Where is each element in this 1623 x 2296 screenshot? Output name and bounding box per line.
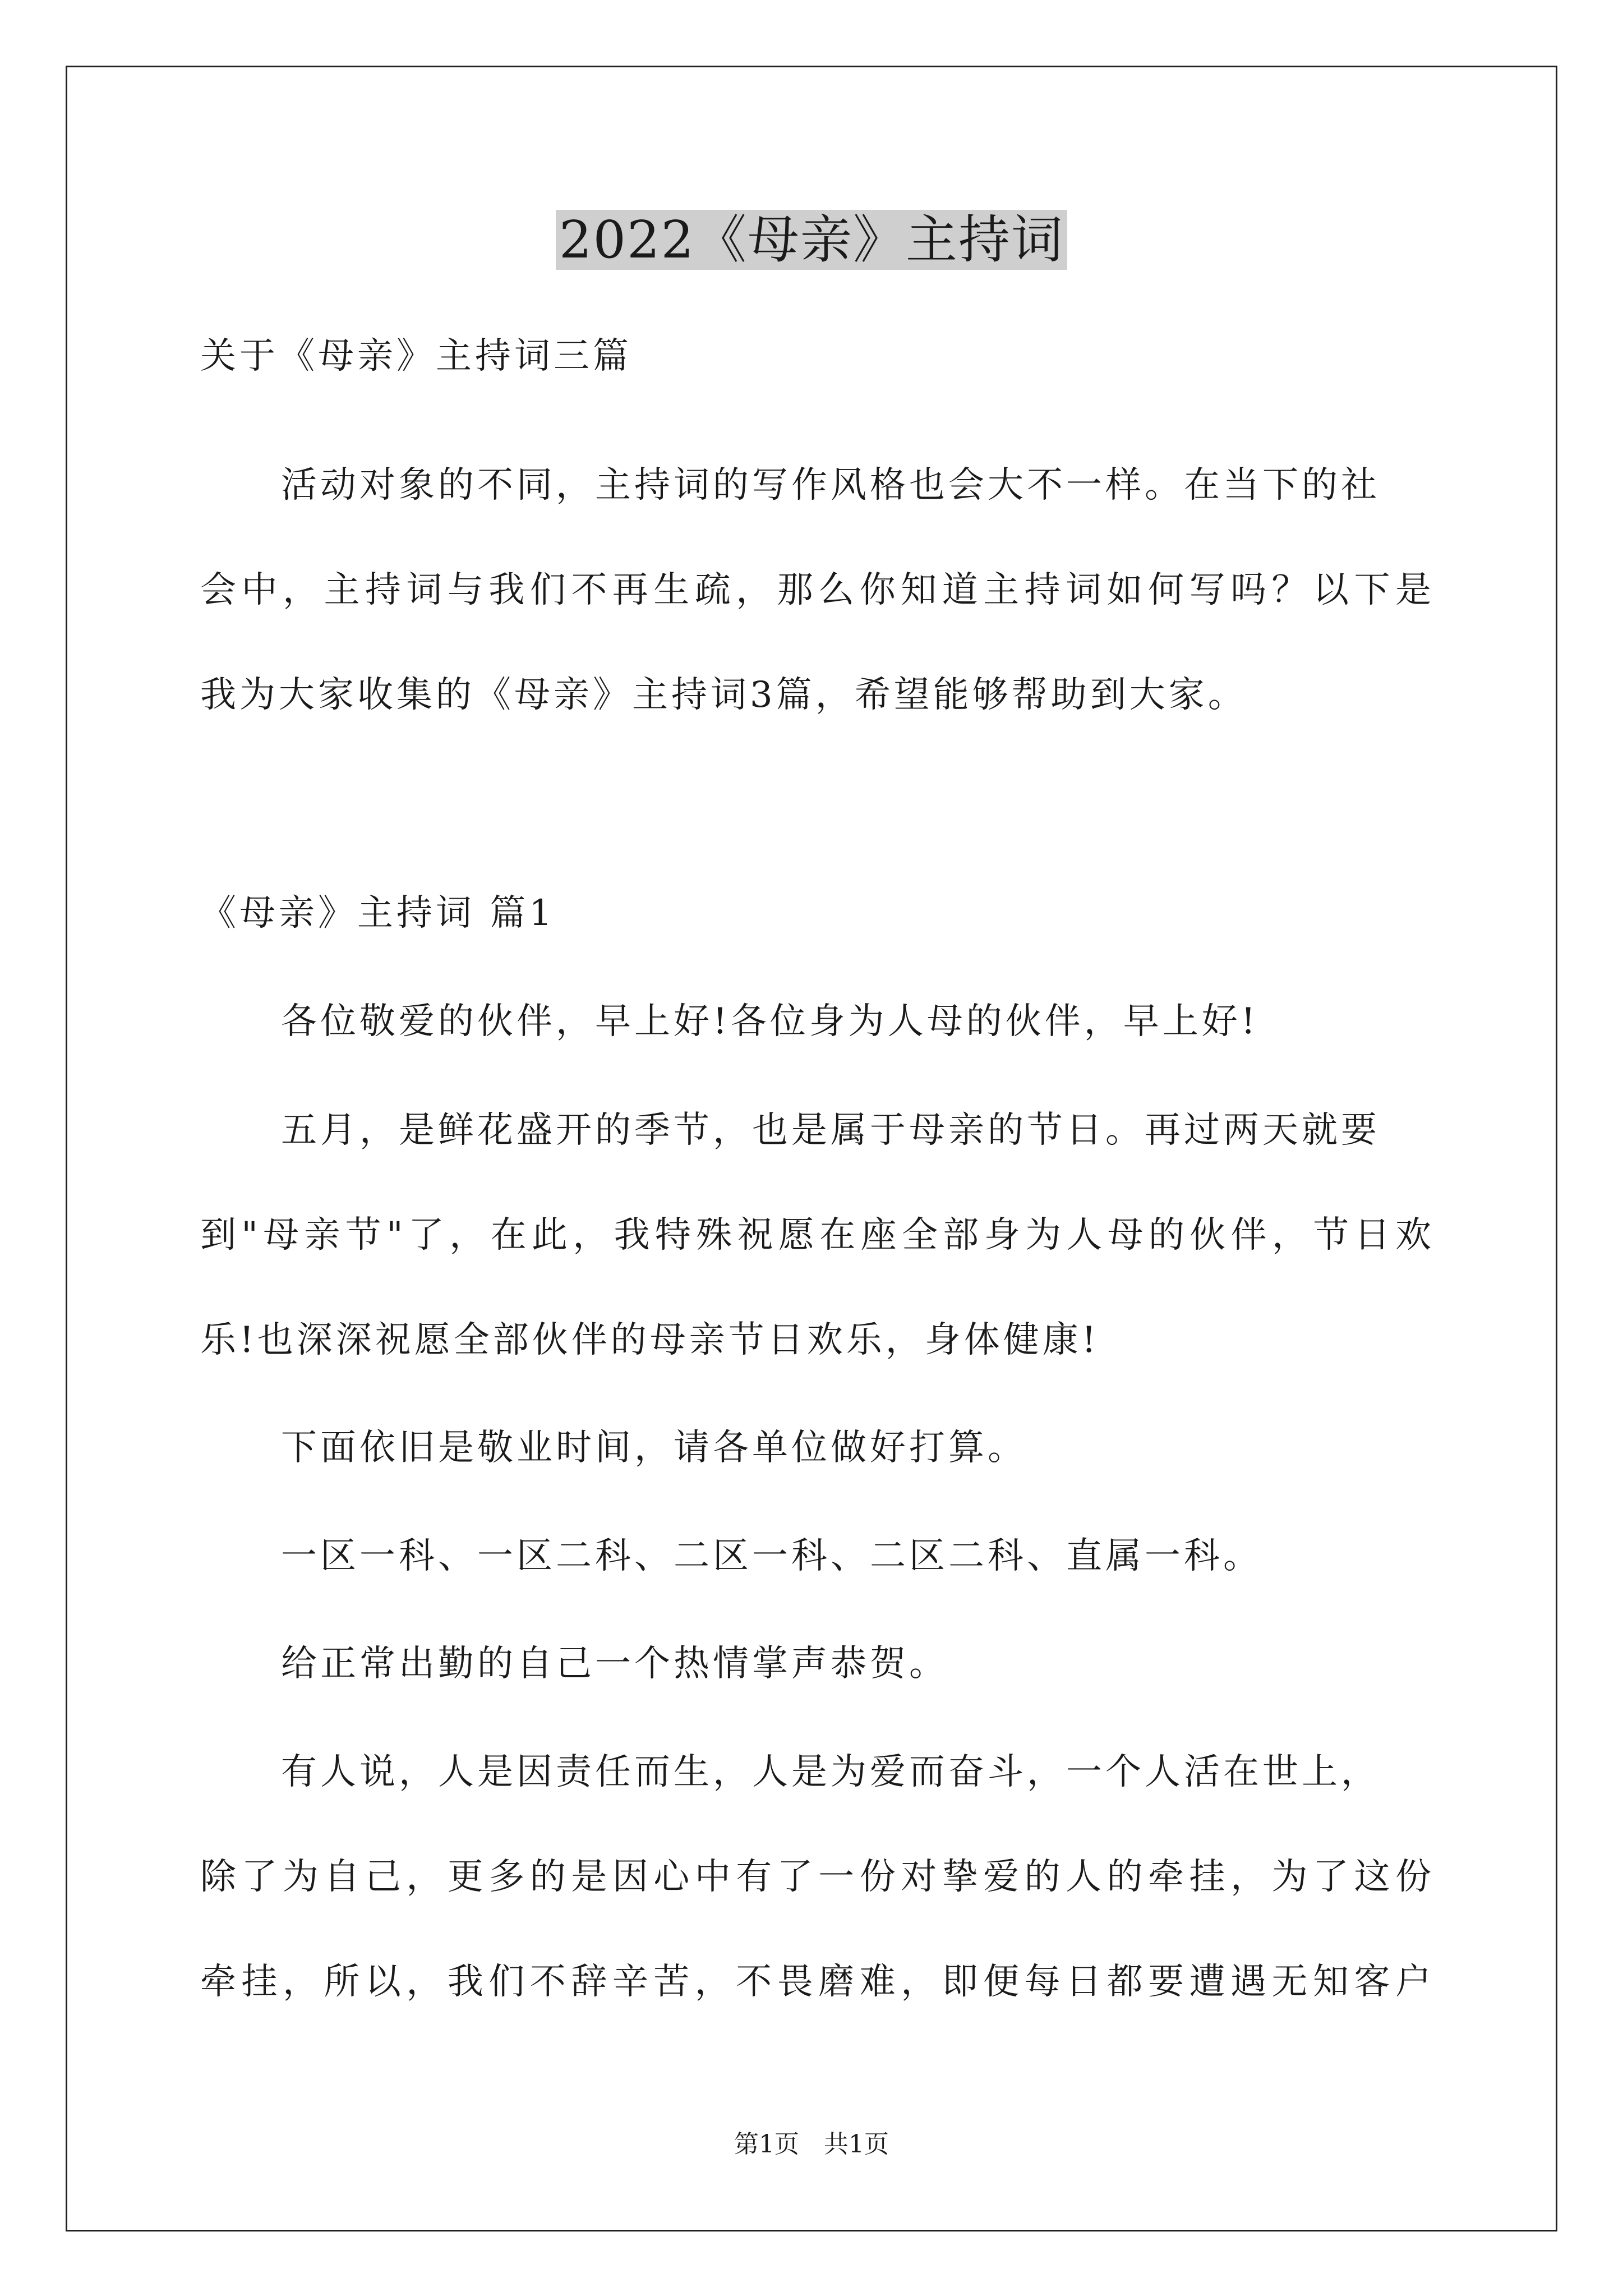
section-heading: 《母亲》主持词 篇1: [200, 892, 556, 934]
intro-line-1: 活动对象的不同，主持词的写作风格也会大不一样。在当下的社: [281, 464, 1380, 506]
paragraph-departments: 一区一科、一区二科、二区一科、二区二科、直属一科。: [281, 1535, 1262, 1577]
paragraph-responsibility-line-3: 牵挂，所以，我们不辞辛苦，不畏磨难，即便每日都要遭遇无知客户: [200, 1961, 1431, 2003]
paragraph-applause: 给正常出勤的自己一个热情掌声恭贺。: [281, 1643, 948, 1685]
page-number-footer: 第1页 共1页: [734, 2130, 889, 2159]
intro-line-2: 会中，主持词与我们不再生疏，那么你知道主持词如何写吗？以下是: [200, 569, 1431, 611]
document-subtitle: 关于《母亲》主持词三篇: [200, 335, 632, 377]
paragraph-dedication-time: 下面依旧是敬业时间，请各单位做好打算。: [281, 1427, 1027, 1469]
document-title-text: 2022《母亲》主持词: [556, 210, 1067, 270]
paragraph-may-line-2: 到"母亲节"了，在此，我特殊祝愿在座全部身为人母的伙伴，节日欢: [200, 1214, 1431, 1256]
greeting-paragraph: 各位敬爱的伙伴，早上好!各位身为人母的伙伴，早上好!: [281, 1001, 1259, 1042]
paragraph-may-line-1: 五月，是鲜花盛开的季节，也是属于母亲的节日。再过两天就要: [281, 1110, 1380, 1151]
document-title: [0, 206, 1623, 274]
paragraph-responsibility-line-1: 有人说，人是因责任而生，人是为爱而奋斗，一个人活在世上，: [281, 1751, 1380, 1793]
intro-line-3: 我为大家收集的《母亲》主持词3篇，希望能够帮助到大家。: [200, 674, 1247, 716]
paragraph-responsibility-line-2: 除了为自己，更多的是因心中有了一份对挚爱的人的牵挂，为了这份: [200, 1856, 1431, 1898]
paragraph-may-line-3: 乐!也深深祝愿全部伙伴的母亲节日欢乐，身体健康!: [200, 1319, 1100, 1361]
